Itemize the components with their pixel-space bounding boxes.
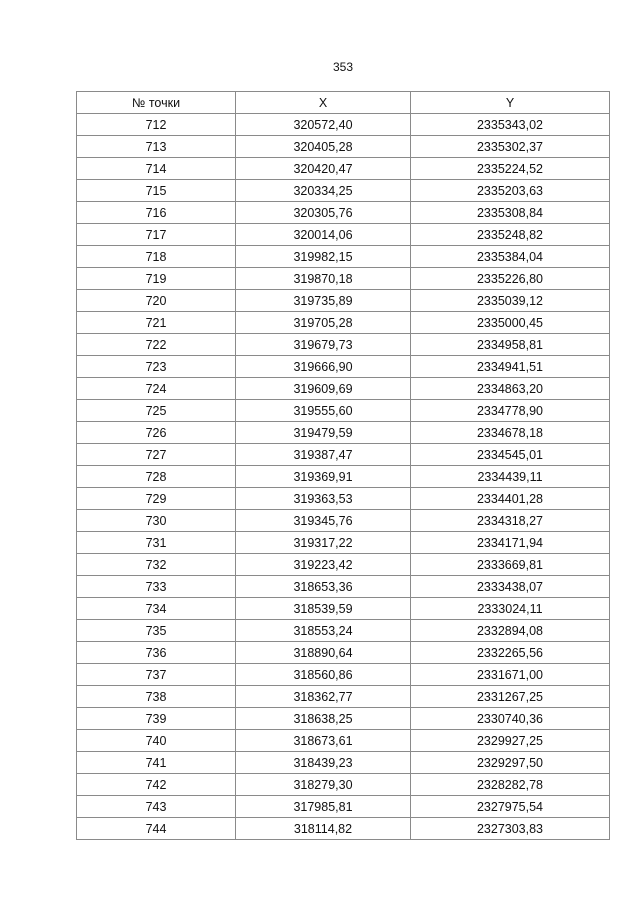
table-row bbox=[77, 620, 610, 642]
y-cell: 2334778,90 bbox=[411, 400, 610, 422]
point-number-cell: 736 bbox=[77, 642, 236, 664]
x-cell: 319387,47 bbox=[236, 444, 411, 466]
x-cell: 319555,60 bbox=[236, 400, 411, 422]
x-cell: 319982,15 bbox=[236, 246, 411, 268]
header-y: Y bbox=[411, 92, 610, 114]
table-row bbox=[77, 400, 610, 422]
x-cell: 320305,76 bbox=[236, 202, 411, 224]
y-cell: 2335203,63 bbox=[411, 180, 610, 202]
point-number-cell: 729 bbox=[77, 488, 236, 510]
y-cell: 2334941,51 bbox=[411, 356, 610, 378]
point-number-cell: 719 bbox=[77, 268, 236, 290]
y-cell: 2332265,56 bbox=[411, 642, 610, 664]
point-number-cell: 730 bbox=[77, 510, 236, 532]
table-row bbox=[77, 576, 610, 598]
point-number-cell: 737 bbox=[77, 664, 236, 686]
table-row bbox=[77, 224, 610, 246]
table-row bbox=[77, 290, 610, 312]
x-cell: 318673,61 bbox=[236, 730, 411, 752]
point-number-cell: 740 bbox=[77, 730, 236, 752]
y-cell: 2331671,00 bbox=[411, 664, 610, 686]
table-row bbox=[77, 774, 610, 796]
point-number-cell: 720 bbox=[77, 290, 236, 312]
header-point-number: № точки bbox=[77, 92, 236, 114]
table-header-row bbox=[77, 92, 610, 114]
x-cell: 319345,76 bbox=[236, 510, 411, 532]
x-cell: 318638,25 bbox=[236, 708, 411, 730]
point-number-cell: 734 bbox=[77, 598, 236, 620]
point-number-cell: 727 bbox=[77, 444, 236, 466]
table-row bbox=[77, 466, 610, 488]
x-cell: 318560,86 bbox=[236, 664, 411, 686]
table-row bbox=[77, 796, 610, 818]
y-cell: 2332894,08 bbox=[411, 620, 610, 642]
table-body bbox=[77, 114, 610, 840]
table-row bbox=[77, 510, 610, 532]
x-cell: 319705,28 bbox=[236, 312, 411, 334]
y-cell: 2334545,01 bbox=[411, 444, 610, 466]
point-number-cell: 725 bbox=[77, 400, 236, 422]
x-cell: 320420,47 bbox=[236, 158, 411, 180]
page-number: 353 bbox=[332, 60, 354, 74]
y-cell: 2334171,94 bbox=[411, 532, 610, 554]
y-cell: 2328282,78 bbox=[411, 774, 610, 796]
point-number-cell: 722 bbox=[77, 334, 236, 356]
coordinates-table bbox=[76, 91, 610, 840]
point-number-cell: 723 bbox=[77, 356, 236, 378]
x-cell: 318653,36 bbox=[236, 576, 411, 598]
x-cell: 319679,73 bbox=[236, 334, 411, 356]
table-row bbox=[77, 136, 610, 158]
point-number-cell: 744 bbox=[77, 818, 236, 840]
point-number-cell: 721 bbox=[77, 312, 236, 334]
table-row bbox=[77, 444, 610, 466]
y-cell: 2335308,84 bbox=[411, 202, 610, 224]
header-x: X bbox=[236, 92, 411, 114]
x-cell: 320334,25 bbox=[236, 180, 411, 202]
point-number-cell: 714 bbox=[77, 158, 236, 180]
point-number-cell: 743 bbox=[77, 796, 236, 818]
point-number-cell: 733 bbox=[77, 576, 236, 598]
x-cell: 319363,53 bbox=[236, 488, 411, 510]
point-number-cell: 731 bbox=[77, 532, 236, 554]
x-cell: 317985,81 bbox=[236, 796, 411, 818]
table-row bbox=[77, 642, 610, 664]
y-cell: 2335302,37 bbox=[411, 136, 610, 158]
y-cell: 2334318,27 bbox=[411, 510, 610, 532]
x-cell: 318553,24 bbox=[236, 620, 411, 642]
x-cell: 319666,90 bbox=[236, 356, 411, 378]
point-number-cell: 732 bbox=[77, 554, 236, 576]
x-cell: 318279,30 bbox=[236, 774, 411, 796]
table-row bbox=[77, 598, 610, 620]
table-row bbox=[77, 532, 610, 554]
table-row bbox=[77, 312, 610, 334]
y-cell: 2334401,28 bbox=[411, 488, 610, 510]
table-row bbox=[77, 268, 610, 290]
y-cell: 2335248,82 bbox=[411, 224, 610, 246]
table-row bbox=[77, 664, 610, 686]
point-number-cell: 724 bbox=[77, 378, 236, 400]
point-number-cell: 742 bbox=[77, 774, 236, 796]
x-cell: 319369,91 bbox=[236, 466, 411, 488]
x-cell: 319735,89 bbox=[236, 290, 411, 312]
x-cell: 320572,40 bbox=[236, 114, 411, 136]
table-row bbox=[77, 246, 610, 268]
y-cell: 2331267,25 bbox=[411, 686, 610, 708]
point-number-cell: 738 bbox=[77, 686, 236, 708]
table-row bbox=[77, 686, 610, 708]
point-number-cell: 726 bbox=[77, 422, 236, 444]
y-cell: 2335384,04 bbox=[411, 246, 610, 268]
y-cell: 2335343,02 bbox=[411, 114, 610, 136]
table-row bbox=[77, 378, 610, 400]
x-cell: 318439,23 bbox=[236, 752, 411, 774]
point-number-cell: 713 bbox=[77, 136, 236, 158]
table-row bbox=[77, 422, 610, 444]
x-cell: 319223,42 bbox=[236, 554, 411, 576]
point-number-cell: 715 bbox=[77, 180, 236, 202]
y-cell: 2327975,54 bbox=[411, 796, 610, 818]
point-number-cell: 716 bbox=[77, 202, 236, 224]
table-row bbox=[77, 818, 610, 840]
y-cell: 2335000,45 bbox=[411, 312, 610, 334]
y-cell: 2335224,52 bbox=[411, 158, 610, 180]
y-cell: 2334863,20 bbox=[411, 378, 610, 400]
point-number-cell: 712 bbox=[77, 114, 236, 136]
table-row bbox=[77, 334, 610, 356]
x-cell: 319870,18 bbox=[236, 268, 411, 290]
point-number-cell: 735 bbox=[77, 620, 236, 642]
x-cell: 318114,82 bbox=[236, 818, 411, 840]
x-cell: 318890,64 bbox=[236, 642, 411, 664]
y-cell: 2329927,25 bbox=[411, 730, 610, 752]
y-cell: 2335226,80 bbox=[411, 268, 610, 290]
table-row bbox=[77, 708, 610, 730]
point-number-cell: 718 bbox=[77, 246, 236, 268]
y-cell: 2334958,81 bbox=[411, 334, 610, 356]
table-row bbox=[77, 730, 610, 752]
x-cell: 318362,77 bbox=[236, 686, 411, 708]
y-cell: 2333024,11 bbox=[411, 598, 610, 620]
table-row bbox=[77, 752, 610, 774]
point-number-cell: 741 bbox=[77, 752, 236, 774]
table-row bbox=[77, 356, 610, 378]
table-row bbox=[77, 488, 610, 510]
point-number-cell: 728 bbox=[77, 466, 236, 488]
table-row bbox=[77, 114, 610, 136]
point-number-cell: 717 bbox=[77, 224, 236, 246]
table-row bbox=[77, 554, 610, 576]
y-cell: 2327303,83 bbox=[411, 818, 610, 840]
y-cell: 2333438,07 bbox=[411, 576, 610, 598]
table-row bbox=[77, 158, 610, 180]
point-number-cell: 739 bbox=[77, 708, 236, 730]
x-cell: 319479,59 bbox=[236, 422, 411, 444]
y-cell: 2335039,12 bbox=[411, 290, 610, 312]
table-row bbox=[77, 180, 610, 202]
x-cell: 318539,59 bbox=[236, 598, 411, 620]
y-cell: 2334439,11 bbox=[411, 466, 610, 488]
x-cell: 319609,69 bbox=[236, 378, 411, 400]
x-cell: 320014,06 bbox=[236, 224, 411, 246]
table-row bbox=[77, 202, 610, 224]
x-cell: 319317,22 bbox=[236, 532, 411, 554]
x-cell: 320405,28 bbox=[236, 136, 411, 158]
y-cell: 2333669,81 bbox=[411, 554, 610, 576]
y-cell: 2334678,18 bbox=[411, 422, 610, 444]
y-cell: 2329297,50 bbox=[411, 752, 610, 774]
y-cell: 2330740,36 bbox=[411, 708, 610, 730]
